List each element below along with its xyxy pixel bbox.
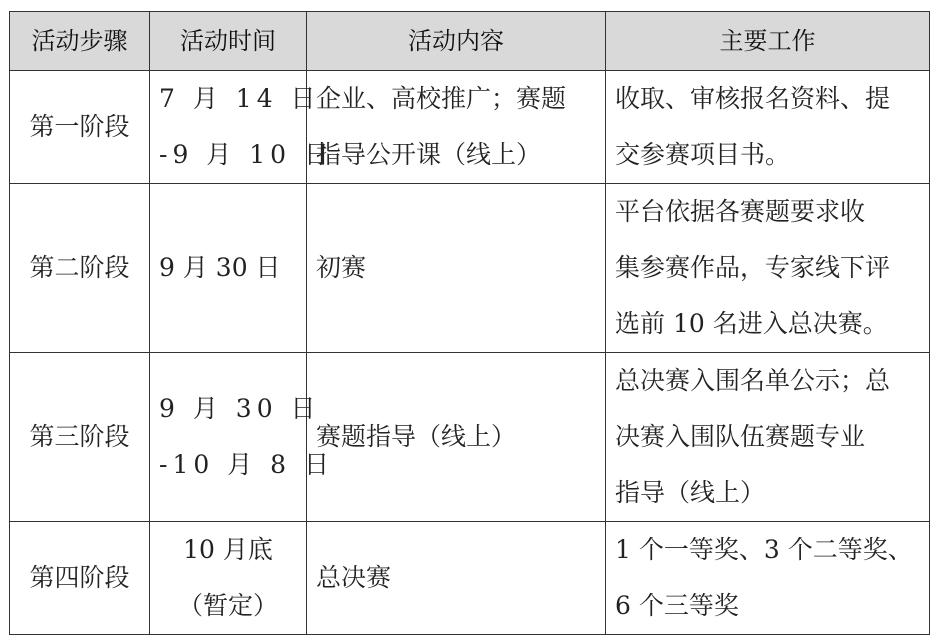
step-cell: 第一阶段 (10, 71, 150, 184)
content-cell (307, 71, 606, 184)
content-line: 赛题指导（线上） (316, 422, 517, 451)
time-line: （暂定） (177, 591, 278, 620)
activity-schedule-table (9, 11, 930, 635)
header-activity-content: 活动内容 (307, 12, 606, 71)
step-cell: 第三阶段 (10, 353, 150, 522)
content-line: 初赛 (316, 253, 367, 282)
time-cell (150, 522, 307, 635)
header-activity-step: 活动步骤 (10, 12, 150, 71)
work-cell (606, 71, 930, 184)
work-cell (606, 184, 930, 353)
time-line: 10 月底 (183, 535, 273, 564)
work-line: 集参赛作品，专家线下评 (615, 253, 891, 282)
work-line: 决赛入围队伍赛题专业 (615, 422, 866, 451)
work-line: 收取、审核报名资料、提 (615, 84, 891, 113)
table-row (10, 353, 930, 522)
time-cell (150, 184, 307, 353)
header-activity-time: 活动时间 (150, 12, 307, 71)
time-cell (150, 353, 335, 522)
content-cell (307, 353, 606, 522)
table-row (10, 184, 930, 353)
header-main-work: 主要工作 (606, 12, 930, 71)
time-cell (150, 71, 335, 184)
content-line: 企业、高校推广；赛题 (316, 84, 567, 113)
content-line: 指导公开课（线上） (316, 140, 542, 169)
work-line: 交参赛项目书。 (615, 140, 791, 169)
content-cell (307, 184, 606, 353)
work-line: 总决赛入围名单公示；总 (615, 366, 891, 395)
work-line: 6 个三等奖 (615, 591, 739, 620)
work-line: 选前 10 名进入总决赛。 (615, 309, 888, 338)
time-line: -10 月 8 日 (159, 450, 335, 479)
content-line: 总决赛 (316, 563, 392, 592)
table-row (10, 71, 930, 184)
work-line: 1 个一等奖、3 个二等奖、 (615, 535, 913, 564)
content-cell (307, 522, 606, 635)
work-cell (606, 353, 930, 522)
time-line: 9 月 30 日 (159, 253, 281, 282)
time-line: 7 月 14 日 (159, 84, 321, 113)
work-line: 指导（线上） (615, 478, 766, 507)
step-cell: 第四阶段 (10, 522, 150, 635)
table-header-row (10, 12, 930, 71)
table-row (10, 522, 930, 635)
work-line: 平台依据各赛题要求收 (615, 197, 866, 226)
work-cell (606, 522, 930, 635)
time-line: 9 月 30 日 (159, 394, 321, 423)
step-cell: 第二阶段 (10, 184, 150, 353)
time-line: -9 月 10 日 (159, 140, 335, 169)
